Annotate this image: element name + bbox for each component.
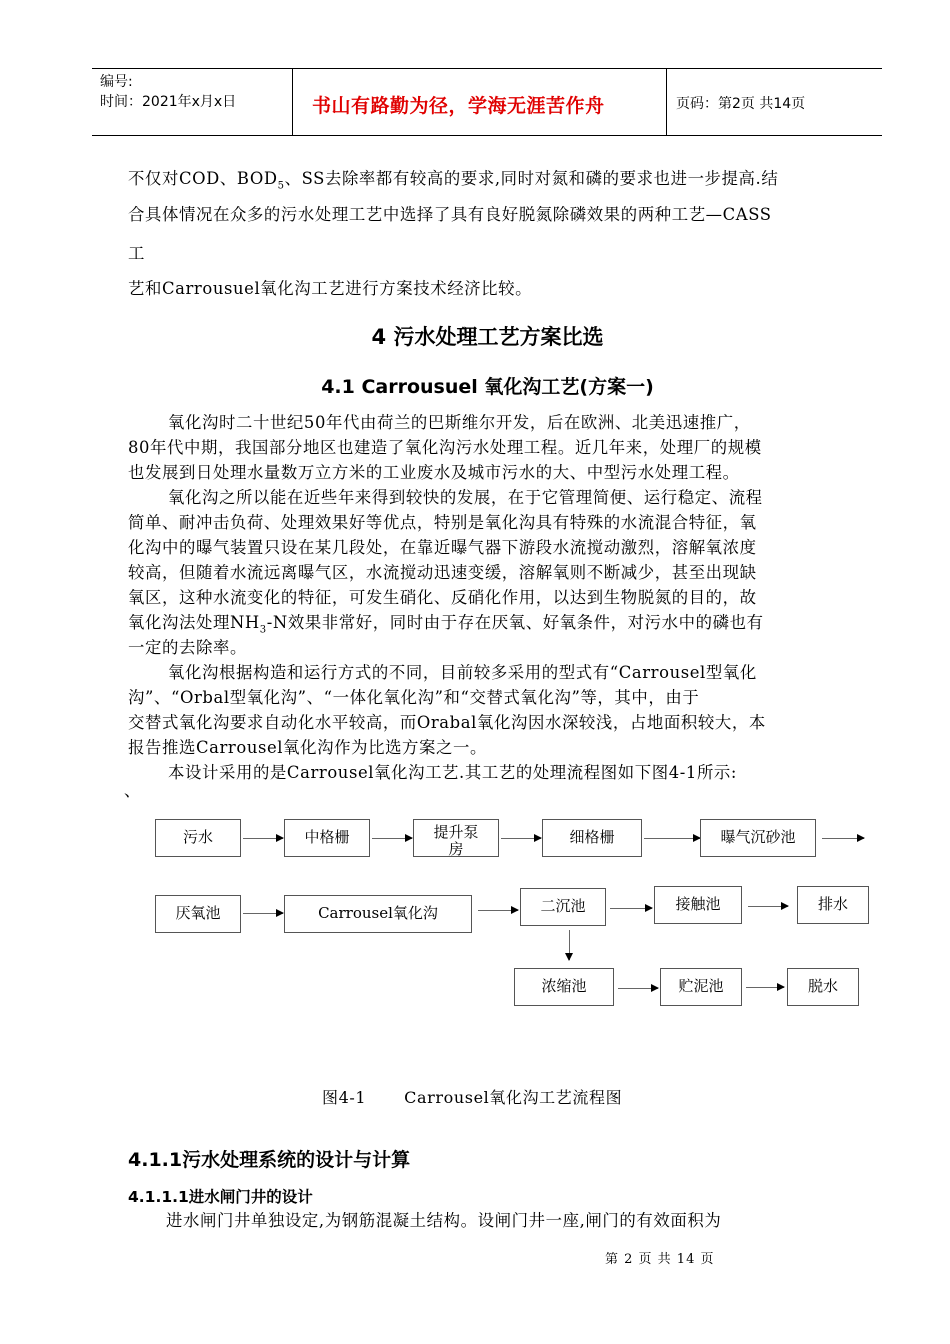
- paragraph-line: 一定的去除率。: [128, 638, 247, 657]
- section-title: 4 污水处理工艺方案比选: [371, 325, 604, 349]
- flow-node-aerated-grit-chamber: 曝气沉砂池: [700, 819, 816, 857]
- stray-mark: 、: [124, 781, 141, 800]
- figure-number: 图4-1: [322, 1088, 367, 1107]
- header-bottom-rule: [92, 135, 882, 136]
- flow-node-anaerobic-tank: 厌氧池: [155, 895, 241, 933]
- intro-text: 不仅对COD、BOD: [128, 169, 278, 188]
- flow-node-medium-screen: 中格栅: [284, 819, 370, 857]
- flow-node-sludge-storage: 贮泥池: [660, 968, 742, 1006]
- intro-line: [128, 166, 778, 198]
- paragraph-line: 进水闸门井单独设定,为钢筋混凝土结构。设闸门井一座,闸门的有效面积为: [166, 1211, 722, 1230]
- header-divider: [292, 68, 293, 135]
- doc-time-label: 时间：2021年x月x日: [100, 94, 237, 110]
- flow-node-secondary-clarifier: 二沉池: [520, 888, 606, 926]
- paragraph-line: 化沟中的曝气装置只设在某几段处，在靠近曝气器下游段水流搅动激烈，溶解氧浓度: [128, 538, 757, 557]
- intro-line: 工: [128, 244, 145, 263]
- flow-arrow: [243, 913, 283, 914]
- flow-arrow: [243, 838, 283, 839]
- header-top-rule: [92, 68, 882, 69]
- figure-caption: [322, 1085, 622, 1108]
- intro-text: 、SS去除率都有较高的要求,同时对氮和磷的要求也进一步提高.结: [284, 169, 779, 188]
- flow-node-fine-screen: 细格栅: [542, 819, 642, 857]
- flow-arrow: [644, 838, 700, 839]
- doc-number-label: 编号:: [100, 74, 133, 90]
- flow-node-discharge: 排水: [797, 886, 869, 924]
- flow-node-thickener: 浓缩池: [514, 968, 614, 1006]
- flow-node-carrousel-ditch: Carrousel氧化沟: [284, 895, 472, 933]
- header-divider: [666, 68, 667, 135]
- flow-arrow: [372, 838, 412, 839]
- flow-node-dewatering: 脱水: [787, 968, 859, 1006]
- flow-arrow: [618, 988, 658, 989]
- intro-line: 合具体情况在众多的污水处理工艺中选择了具有良好脱氮除磷效果的两种工艺—CASS: [128, 205, 772, 224]
- paragraph-line: 也发展到日处理水量数万立方米的工业废水及城市污水的大、中型污水处理工程。: [128, 463, 740, 482]
- header-motto: 书山有路勤为径，学海无涯苦作舟: [312, 95, 605, 117]
- flow-arrow: [746, 987, 784, 988]
- flow-node-contact-tank: 接触池: [654, 886, 742, 924]
- paragraph-line: 本设计采用的是Carrousel氧化沟工艺.其工艺的处理流程图如下图4-1所示:: [168, 763, 738, 782]
- flow-node-sewage: 污水: [155, 819, 241, 857]
- paragraph-line: 交替式氧化沟要求自动化水平较高，而Orabal氧化沟因水深较浅，占地面积较大，本: [128, 713, 766, 732]
- flow-arrow: [822, 838, 864, 839]
- subscript: 3: [259, 624, 267, 636]
- paragraph-line: 较高，但随着水流远离曝气区，水流搅动迅速变缓，溶解氧则不断减少，甚至出现缺: [128, 563, 757, 582]
- paragraph-line: 沟”、“Orbal型氧化沟”、“一体化氧化沟”和“交替式氧化沟”等，其中，由于: [128, 688, 700, 707]
- paragraph-line: 氧化沟根据构造和运行方式的不同，目前较多采用的型式有“Carrousel型氧化: [168, 663, 757, 682]
- header-page-info: 页码：第2页 共14页: [676, 96, 806, 112]
- subscript: 5: [277, 180, 285, 192]
- subsection-title: 4.1.1污水处理系统的设计与计算: [128, 1149, 411, 1171]
- paragraph-text: 氧化沟法处理NH: [128, 613, 260, 632]
- paragraph-line: 80年代中期，我国部分地区也建造了氧化沟污水处理工程。近几年来，处理厂的规模: [128, 438, 762, 457]
- subsection-title: 4.1.1.1进水闸门井的设计: [128, 1188, 313, 1206]
- paragraph-text: -N效果非常好，同时由于存在厌氧、好氧条件，对污水中的磷也有: [266, 613, 764, 632]
- paragraph-line: 氧区，这种水流变化的特征，可发生硝化、反硝化作用，以达到生物脱氮的目的，故: [128, 588, 757, 607]
- flow-node-lift-pump-house: [413, 819, 499, 857]
- paragraph-line: 报告推选Carrousel氧化沟作为比选方案之一。: [128, 738, 488, 757]
- figure-title: Carrousel氧化沟工艺流程图: [404, 1088, 623, 1107]
- paragraph-line: 简单、耐冲击负荷、处理效果好等优点，特别是氧化沟具有特殊的水流混合特征，氧: [128, 513, 757, 532]
- flow-arrow: [569, 930, 570, 960]
- flow-arrow: [748, 906, 788, 907]
- flow-arrow: [501, 838, 541, 839]
- page-footer: 第 2 页 共 14 页: [605, 1252, 715, 1267]
- flow-node-label: 提升泵房: [433, 823, 479, 858]
- paragraph-line: 氧化沟之所以能在近些年来得到较快的发展，在于它管理简便、运行稳定、流程: [168, 488, 763, 507]
- flow-arrow: [478, 910, 518, 911]
- intro-line: 艺和Carrousuel氧化沟工艺进行方案技术经济比较。: [128, 279, 533, 298]
- flow-arrow: [610, 908, 652, 909]
- subsection-title: 4.1 Carrousuel 氧化沟工艺(方案一): [321, 376, 654, 398]
- paragraph-line: 氧化沟时二十世纪50年代由荷兰的巴斯维尔开发，后在欧洲、北美迅速推广，: [168, 413, 751, 432]
